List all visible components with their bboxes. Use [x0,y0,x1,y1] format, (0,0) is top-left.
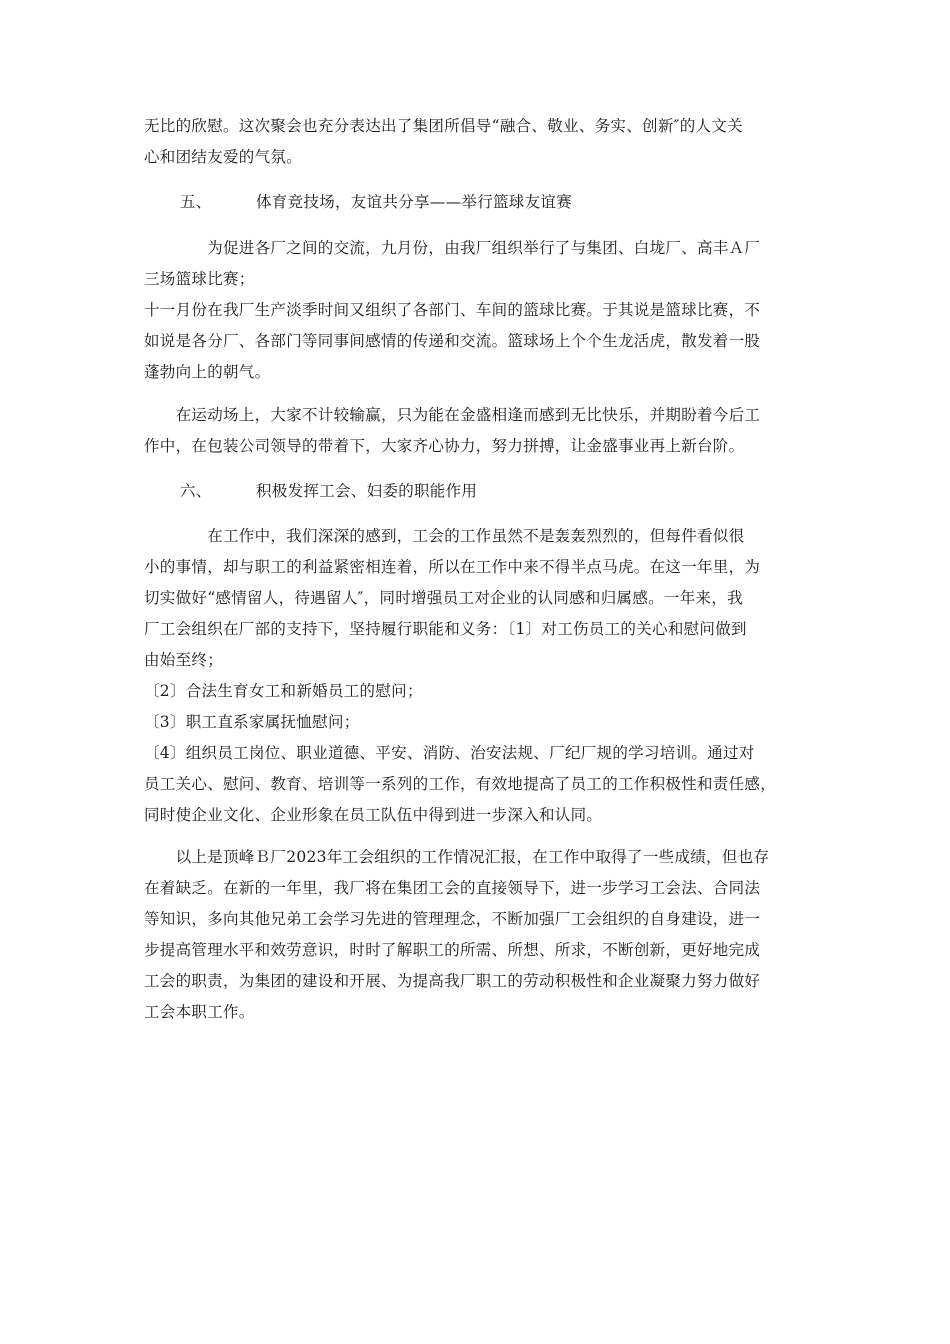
paragraph-line: 工会本职工作。 [144,1003,255,1021]
paragraph-4 [144,521,808,831]
paragraph-3 [144,400,808,462]
section-title: 积极发挥工会、妇委的职能作用 [256,482,478,500]
paragraph-line: 员工关心、慰问、教育、培训等一系列的工作，有效地提高了员工的工作积极性和责任感， [144,775,777,793]
paragraph-line: 〔4〕组织员工岗位、职业道德、平安、消防、治安法规、厂纪厂规的学习培训。通过对 [144,744,755,762]
paragraph-line: 〔2〕合法生育女工和新婚员工的慰问； [144,682,423,700]
paragraph-line: 心和团结友爱的气氛。 [144,148,303,166]
paragraph-line: 在运动场上，大家不计较输赢，只为能在金盛相逢而感到无比快乐，并期盼着今后工 [144,406,761,424]
paragraph-line: 〔3〕职工直系家属抚恤慰问； [144,713,360,731]
section-number: 五、 [180,193,212,211]
paragraph-line: 作中，在包装公司领导的带着下，大家齐心协力，努力拼搏，让金盛事业再上新台阶。 [144,437,745,455]
paragraph-line: 厂工会组织在厂部的支持下，坚持履行职能和义务：〔1〕对工伤员工的关心和慰问做到 [144,620,747,638]
section-title: 体育竞技场，友谊共分享——举行篮球友谊赛 [256,193,573,211]
paragraph-2 [144,233,808,388]
paragraph-5 [144,842,808,1028]
paragraph-line: 无比的欣慰。这次聚会也充分表达出了集团所倡导“融合、敬业、务实、创新″的人文关 [144,117,743,135]
paragraph-1 [144,111,808,173]
paragraph-line: 同时使企业文化、企业形象在员工队伍中得到进一步深入和认同。 [144,806,603,824]
paragraph-line: 为促进各厂之间的交流，九月份，由我厂组织举行了与集团、白垅厂、高丰Ａ厂 [144,239,761,257]
paragraph-line: 以上是顶峰Ｂ厂2023年工会组织的工作情况汇报，在工作中取得了一些成绩，但也存 [144,848,770,866]
paragraph-line: 在着缺乏。在新的一年里，我厂将在集团工会的直接领导下，进一步学习工会法、合同法 [144,879,761,897]
paragraph-line: 步提高管理水平和效劳意识，时时了解职工的所需、所想、所求，不断创新，更好地完成 [144,941,761,959]
paragraph-line: 切实做好“感情留人，待遇留人″，同时增强员工对企业的认同感和归属感。一年来，我 [144,589,743,607]
section-heading-5 [180,187,572,218]
paragraph-line: 工会的职责，为集团的建设和开展、为提高我厂职工的劳动积极性和企业凝聚力努力做好 [144,972,761,990]
paragraph-line: 如说是各分厂、各部门等同事间感情的传递和交流。篮球场上个个生龙活虎，散发着一股 [144,332,761,350]
paragraph-line: 小的事情，却与职工的利益紧密相连着，所以在工作中来不得半点马虎。在这一年里，为 [144,558,761,576]
paragraph-line: 由始至终； [144,651,224,669]
paragraph-line: 在工作中，我们深深的感到，工会的工作虽然不是轰轰烈烈的，但每件看似很 [144,527,745,545]
paragraph-line: 等知识，多向其他兄弟工会学习先进的管理理念，不断加强厂工会组织的自身建设，进一 [144,910,761,928]
paragraph-line: 十一月份在我厂生产淡季时间又组织了各部门、车间的篮球比赛。于其说是篮球比赛，不 [144,301,761,319]
section-heading-6 [180,476,477,507]
paragraph-line: 蓬勃向上的朝气。 [144,363,271,381]
section-number: 六、 [180,482,212,500]
paragraph-line: 三场篮球比赛； [144,270,255,288]
